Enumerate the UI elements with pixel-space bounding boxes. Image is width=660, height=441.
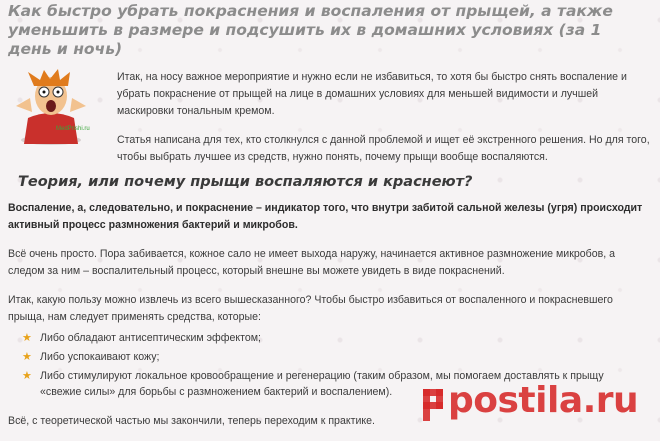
list-item-text: Либо обладают антисептическим эффектом; [40, 332, 261, 344]
lead-paragraph: Воспаление, а, следовательно, и покраснение – индикатор того, что внутри забитой сальной железы (угря) происходит активный процесс размножения бактерий и микробов. [8, 202, 643, 231]
list-item [22, 330, 622, 346]
article-title: Как быстро убрать покраснения и воспаления от прыщей, а также уменьшить в размере и подсушить их в домашних условиях (за 1 день и ночь) [8, 2, 613, 58]
postila-watermark: postila.ru [448, 380, 639, 421]
body-paragraph-2: Итак, какую пользу можно извлечь из всего вышесказанного? Чтобы быстро избавиться от воспаленного и покрасневшего прыща, нам следует применять средства, которые: [8, 294, 613, 323]
intro-paragraph-2: Статья написана для тех, кто столкнулся с данной проблемой и ищет её экстренного решения. Но для того, чтобы выбрать лучшее из средств, нужно понять, почему прыщи вообще воспаляются. [117, 134, 650, 163]
star-icon: ★ [22, 332, 32, 344]
list-item [22, 349, 622, 365]
body-paragraph-1: Всё очень просто. Пора забивается, кожное сало не имеет выхода наружу, начинается активное размножение микробов, а следом за ним – воспалительный процесс, который внешне вы можете увидеть в виде покраснений. [8, 248, 616, 277]
postila-logo-icon [419, 385, 449, 425]
avatar-watermark: MedPrishi.ru [56, 126, 90, 132]
section-title: Теория, или почему прыщи воспаляются и краснеют? [18, 174, 473, 190]
avatar [8, 68, 94, 146]
star-icon: ★ [22, 370, 32, 382]
star-icon: ★ [22, 351, 32, 363]
closing-paragraph: Всё, с теоретической частью мы закончили, теперь переходим к практике. [8, 415, 375, 427]
list-item-text: Либо успокаивают кожу; [40, 351, 160, 363]
list-item-text: Либо стимулируют локальное кровообращение и регенерацию (таким образом, мы помогаем доставлять к прыщу «свежие силы» для борьбы с размножением бактерий и воспалением). [40, 370, 604, 398]
intro-paragraph-1: Итак, на носу важное мероприятие и нужно если не избавиться, то хотя бы быстро снять воспаление и убрать покраснение от прыщей на лице в домашних условиях для меньшей видимости и лучшей маскировки тональным кремом. [117, 71, 627, 117]
